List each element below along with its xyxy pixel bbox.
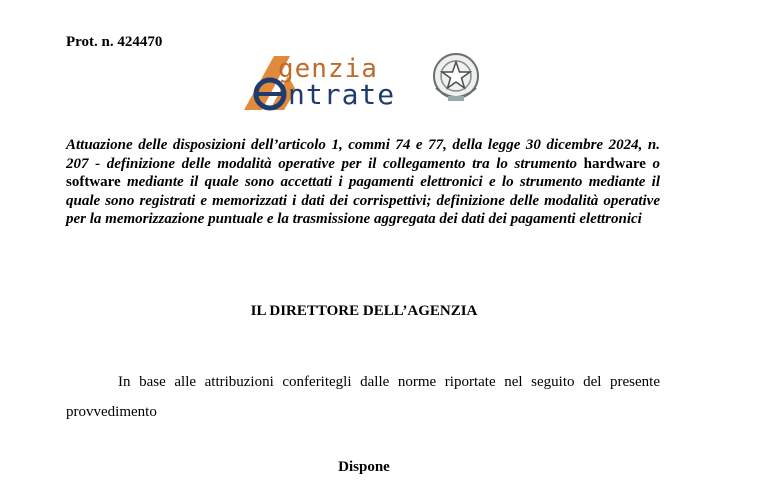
logo-word-agenzia: genzia: [278, 54, 378, 84]
dispone-heading: Dispone: [338, 459, 390, 475]
word-hardware: hardware: [583, 155, 646, 172]
logo-word-entrate: ntrate: [288, 78, 396, 111]
body-paragraph: In base alle attribuzioni conferitegli dalle norme riportate nel seguito del presente provvedimento: [66, 374, 660, 420]
agenzia-entrate-logo: [240, 50, 490, 115]
protocol-number: Prot. n. 424470: [66, 34, 163, 50]
word-software: software: [66, 174, 121, 191]
director-heading: IL DIRETTORE DELL’AGENZIA: [250, 303, 478, 319]
republic-emblem-icon: [430, 50, 482, 106]
decree-subject: Attuazione delle disposizioni dell’articolo 1, commi 74 e 77, della legge 30 dicembre 2024, n. 207 - definizione delle modalità operative per il collegamento tra lo strumento hardware o software mediante il quale sono accettati i pagamenti elettronici e lo strumento mediante il quale sono registrati e memorizzati i dati dei corrispettivi; definizione delle modalità operative per la memorizzazione puntuale e la trasmissione aggregata dei dati dei pagamenti elettronici: [66, 137, 661, 228]
